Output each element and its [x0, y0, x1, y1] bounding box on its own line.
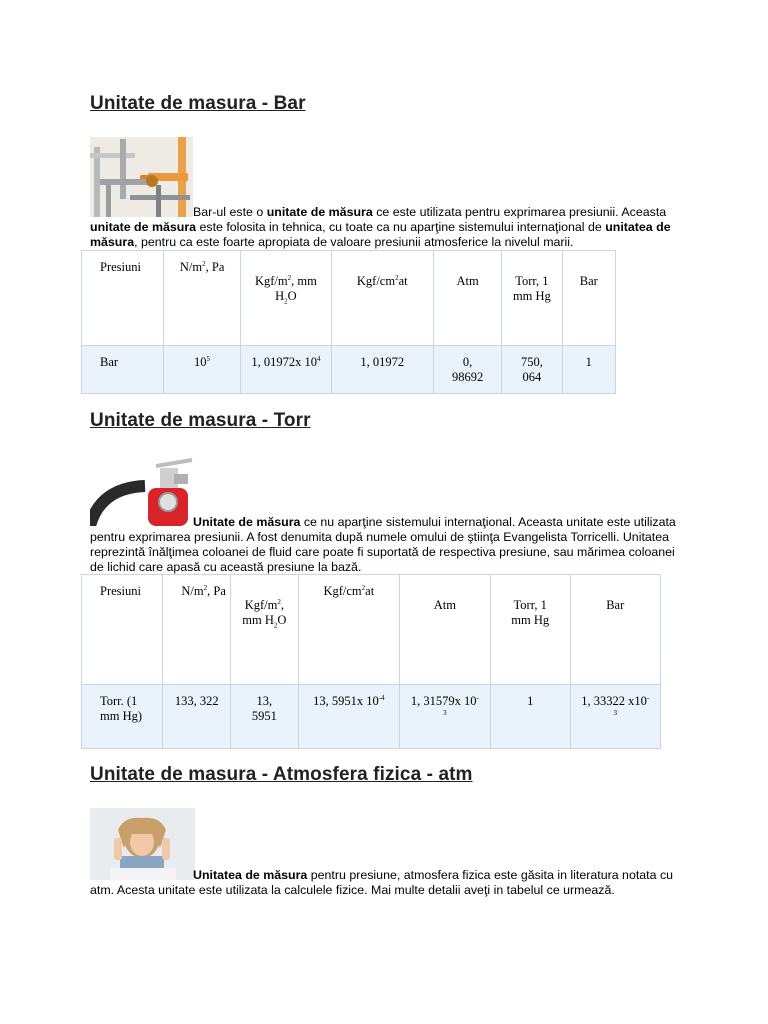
header-cell: Atm: [399, 575, 490, 685]
cell: 1, 01972x $10^4$: [241, 346, 331, 394]
heading-torr: Unitate de masura - Torr: [90, 410, 311, 431]
text: ce nu aparţine sistemului internaţional. Aceasta unitate este utilizata pentru exprimarea presiunii. A fost denumita după numele omului de ştiinţa Evangelista Torricelli. Unitatea reprezintă înălţimea coloanei de fluid care poate fi suportată de respectiva presiune, sau mărimea coloanei de lichid care apasă cu această presiune la bază.: [90, 515, 676, 574]
header-cell: Presiuni: [82, 251, 164, 346]
header-cell: $N/m^2$, Pa: [163, 251, 240, 346]
cell: 13, 5951: [230, 685, 298, 749]
text: pentru presiune, atmosfera fizica este găsita in literatura notata cu atm. Acesta unitate este utilizata la calculele fizice. Mai multe detalii aveţi in tabelul ce urmează.: [90, 868, 674, 897]
bar-description: [90, 205, 690, 250]
bold-term: unitate de măsura: [90, 220, 197, 234]
cell: Bar: [82, 346, 164, 394]
atm-description: [90, 868, 675, 898]
heading-bar: Unitate de masura - Bar: [90, 93, 306, 114]
bold-term: unitate de măsura: [266, 205, 373, 219]
header-cell: Presiuni: [82, 575, 163, 685]
cell: 1, 33322 x10- 3: [570, 685, 660, 749]
bold-term: Unitatea de măsura: [193, 868, 308, 882]
cell: 13, 5951x $10^{-4}$: [298, 685, 399, 749]
heading-atm: Unitate de masura - Atmosfera fizica - atm: [90, 764, 473, 785]
bold-term: unitatea de măsura: [90, 220, 671, 249]
bar-table: [81, 250, 616, 394]
header-cell: Kgf/$cm^2at$: [298, 575, 399, 685]
cell: 1: [562, 346, 615, 394]
bold-term: Unitate de măsura: [193, 515, 301, 529]
header-cell: Bar: [570, 575, 660, 685]
text: ce este utilizata pentru exprimarea presiunii. Aceasta: [372, 205, 667, 219]
header-cell: $N/m^2$, Pa: [163, 575, 231, 685]
header-cell: Kgf/$m^2$, mm $H_2O$: [230, 575, 298, 685]
cell: 1: [490, 685, 570, 749]
header-cell: Bar: [562, 251, 615, 346]
header-cell: Torr, 1 mm Hg: [502, 251, 562, 346]
cell: 750, 064: [502, 346, 562, 394]
text: este folosita in tehnica, cu toate ca nu aparţine sistemului internaţional de: [196, 220, 606, 234]
header-cell: Torr, 1 mm Hg: [490, 575, 570, 685]
header-cell: Kgf/$m^2$, mm $H_2O$: [241, 251, 331, 346]
text: , pentru ca este foarte apropiata de valoare presiunii atmosferice la nivelul marii.: [134, 235, 574, 249]
cell: 1, 31579x 10- 3: [399, 685, 490, 749]
torr-table: [81, 574, 661, 749]
torr-description: [90, 515, 680, 575]
header-cell: Atm: [433, 251, 501, 346]
header-cell: Kgf/$cm^2at$: [331, 251, 433, 346]
cell: $10^5$: [163, 346, 240, 394]
cell: Torr. (1 mm Hg): [82, 685, 163, 749]
cell: 1, 01972: [331, 346, 433, 394]
cell: 133, 322: [163, 685, 231, 749]
text: Bar-ul este o: [193, 205, 267, 219]
cell: 0, 98692: [433, 346, 501, 394]
